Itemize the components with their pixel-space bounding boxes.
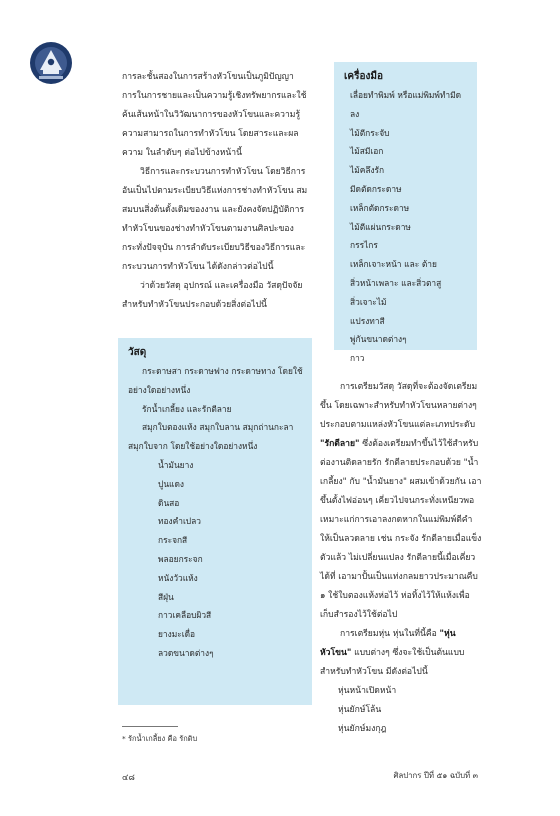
tools-list <box>344 86 467 368</box>
materials-list <box>128 456 304 663</box>
paragraph-text: ซึ่งต้องเตรียมทำขึ้นไว้ใช้สำหรับต่องานติดลายรัก รักตีลายประกอบด้วย "น้ำเกลี้ยง" กับ "น้ำมันยาง" ผสมเข้าด้วยกัน เอาขึ้นตั้งไฟอ่อนๆ เคี่ยวไปจนกระทั่งเหนียวพอเหมาะแก่การเอาลงกดหากในแม่พิมพ์ตีคำให้เป็นลวดลาย เช่น กระจัง รักตีลายเมื่อแข็งตัวแล้ว ไม่เปลี่ยนแปลง รักตีลายนี้เมื่อเคี่ยวได้ที่ เอามาปั้นเป็นแท่งกลมยาวประมาณคืบ ๑ ใช้ใบตองแห้งห่อไว้ ห่อทิ้งไว้ให้แห้งเพื่อเก็บสำรองไว้ใช้ต่อไป <box>320 439 482 620</box>
list-item: ไม้ตีกระจับ <box>350 127 390 138</box>
list-item: สิ่วหน้าเพลาะ และสิ่วตาสู <box>350 277 442 288</box>
institution-seal-icon <box>26 40 76 86</box>
paragraph-text: แบบต่างๆ ซึ่งจะใช้เป็นต้นแบบสำหรับทำหัวโขน มีดังต่อไปนี้ <box>320 648 465 677</box>
list-item: กระจกสี <box>158 535 188 546</box>
left-column <box>122 68 308 315</box>
paragraph-text: การเตรียมหุ่น หุ่นในที่นี้คือ <box>340 629 437 639</box>
tools-box-title: เครื่องมือ <box>344 71 383 82</box>
list-item: ดินสอ <box>158 497 180 508</box>
list-item: มีดตัดกระดาษ <box>350 183 402 194</box>
list-item: เหล็กตัดกระดาษ <box>350 202 410 213</box>
list-item: กรรไกร <box>350 240 378 251</box>
list-item: หุ่นยักษ์โล้น <box>338 705 382 715</box>
paragraph-text: การเตรียมวัสดุ วัสดุที่จะต้องจัดเตรียมขึ้น โดยเฉพาะสำหรับทำหัวโขนหลายต่างๆ ประกอบตามแหล่งหัวโขนแต่ละเภทประดับ <box>320 382 478 430</box>
bold-term: "รักตีลาย" <box>320 439 360 449</box>
list-item: น้ำมันยาง <box>158 459 194 470</box>
bold-term: "หุ่นหัวโขน" <box>320 629 456 658</box>
page-number: ๔๘ <box>122 772 135 782</box>
list-item: สีฝุ่น <box>158 591 174 602</box>
list-item: หุ่นยักษ์มงกุฎ <box>338 724 387 734</box>
mould-paragraph <box>320 625 482 682</box>
footnote-rule <box>122 726 178 727</box>
right-column <box>320 378 482 739</box>
list-item: พู่กันขนาดต่างๆ <box>350 334 407 345</box>
footnote: * รักน้ำเกลี้ยง คือ รักดิบ <box>122 734 198 743</box>
list-item: ไม้สมีเอก <box>350 146 384 157</box>
tools-box <box>334 62 477 364</box>
list-item: กาว <box>350 353 365 364</box>
list-item: ไม้ตีแผ่นกระดาษ <box>350 221 411 232</box>
materials-paragraph: กระดาษสา กระดาษฟาง กระดาษทาง โดยใช้อย่างใดอย่างหนึ่ง <box>128 366 303 395</box>
list-item: หุ่นหน้าเปิดหน้า <box>338 686 397 696</box>
list-item: ไม้คลึงรัก <box>350 165 385 176</box>
materials-box <box>118 338 312 705</box>
list-item: เลื่อยทำพิมพ์ หรือแม่พิมพ์ทำมีดลง <box>350 90 462 119</box>
list-item: ทองคำเปลว <box>158 516 201 527</box>
list-item: พลอยกระจก <box>158 553 203 564</box>
list-item: กาวเคลือบผิวสี <box>158 610 212 621</box>
materials-paragraph: สมุกใบตองแห้ง สมุกใบลาน สมุกถ่านกะลา สมุกใบจาก โดยใช้อย่างใดอย่างหนึ่ง <box>128 422 294 452</box>
method-paragraph: วิธีการและกระบวนการทำหัวโขน โดยวิธีการอันเป็นไปตามระเบียบวิธีแห่งการช่างทำหัวโขน สมสมบนสิ่งต้นดั้งเดิมของงาน และยังคงจัดปฏิบัติการทำหัวโขนของช่างทำหัวโขนตามงานศิลปะของกระทั่งปัจจุบัน การลำดับระเบียบวิธีของวิธีการและกระบวนการทำหัวโขน ได้ดังกล่าวต่อไปนี้ <box>122 167 308 272</box>
materials-box-title: วัสดุ <box>128 347 147 358</box>
materials-intro-paragraph: ว่าด้วยวัสดุ อุปกรณ์ และเครื่องมือ วัสดุปัจจัยสำหรับทำหัวโขนประกอบด้วยสิ่งต่อไปนี้ <box>122 281 303 310</box>
intro-paragraph: การละชั้นสองในการสร้างหัวโขนเป็นภูมิปัญญาการในการชายและเป็นความรู้เชิงทรัพยากรและใช้ค้นเส้นหน้าในวิวัฒนาการของหัวโขนและความรู้ความสามารถในการทำหัวโขน โดยสาระและผลความ ในลำดับๆ ต่อไปข้างหน้านี้ <box>122 72 307 158</box>
list-item: ลวดขนาดต่างๆ <box>158 647 214 658</box>
running-head: ศิลปากร ปีที่ ๕๑ ฉบับที่ ๓ <box>393 771 478 780</box>
materials-paragraph: รักน้ำเกลี้ยง และรักตีลาย <box>142 403 232 414</box>
list-item: ยางมะเดื่อ <box>158 629 196 640</box>
list-item: สิ่วเจาะไม้ <box>350 296 387 307</box>
list-item: หนังวัวแห้ง <box>158 572 198 583</box>
mould-list <box>320 682 482 739</box>
list-item: ปูนแดง <box>158 478 184 489</box>
list-item: เหล็กเจาะหน้า และ ต้าย <box>350 259 437 270</box>
preparation-paragraph <box>320 378 482 625</box>
list-item: แปรงทาสี <box>350 315 385 326</box>
